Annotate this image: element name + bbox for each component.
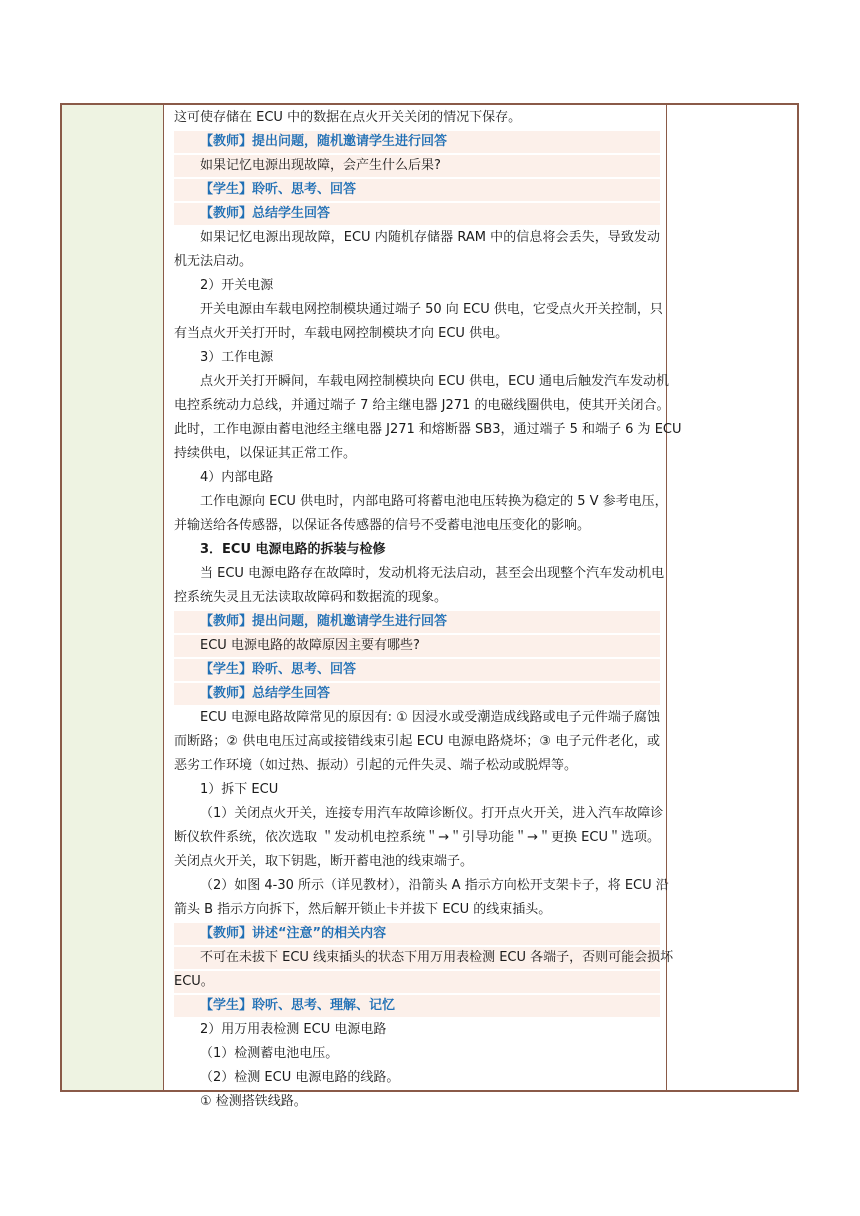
subheading: 2）开关电源 — [200, 278, 274, 293]
paragraph-line: ECU 电源电路故障常见的原因有: ① 因浸水或受潮造成线路或电子元件端子腐蚀 — [200, 710, 660, 725]
paragraph-line: 开关电源由车载电网控制模块通过端子 50 向 ECU 供电，它受点火开关控制，只 — [200, 302, 663, 317]
paragraph-line: 而断路；② 供电电压过高或接错线束引起 ECU 电源电路烧坏；③ 电子元件老化，或 — [174, 734, 660, 749]
paragraph-line: 关闭点火开关，取下钥匙，断开蓄电池的线束端子。 — [174, 854, 474, 869]
step-line: （2）检测 ECU 电源电路的线路。 — [200, 1070, 400, 1085]
paragraph-line: （1）关闭点火开关，连接专用汽车故障诊断仪。打开点火开关，进入汽车故障诊 — [200, 806, 664, 821]
note-line: ECU。 — [174, 971, 660, 993]
teacher-prompt: 【教师】提出问题，随机邀请学生进行回答 — [174, 611, 660, 633]
paragraph-line: 机无法启动。 — [174, 254, 253, 269]
paragraph-line: 有当点火开关打开时，车载电网控制模块才向 ECU 供电。 — [174, 326, 509, 341]
question-line: ECU 电源电路的故障原因主要有哪些? — [174, 635, 660, 657]
paragraph-line: 控系统失灵且无法读取故障码和数据流的现象。 — [174, 590, 448, 605]
step-line: （1）检测蓄电池电压。 — [200, 1046, 339, 1061]
lesson-table — [60, 103, 799, 1109]
paragraph-line: 工作电源向 ECU 供电时，内部电路可将蓄电池电压转换为稳定的 5 V 参考电压， — [200, 494, 668, 509]
paragraph-line: 持续供电，以保证其正常工作。 — [174, 446, 357, 461]
paragraph-line: 断仪软件系统，依次选取 ＂发动机电控系统＂→＂引导功能＂→＂更换 ECU＂选项。 — [174, 830, 660, 845]
paragraph-line: 恶劣工作环境（如过热、振动）引起的元件失灵、端子松动或脱焊等。 — [174, 758, 578, 773]
subheading: 2）用万用表检测 ECU 电源电路 — [200, 1022, 387, 1037]
paragraph-line: 如果记忆电源出现故障，ECU 内随机存储器 RAM 中的信息将会丢失，导致发动 — [200, 230, 660, 245]
note-line: 不可在未拔下 ECU 线束插头的状态下用万用表检测 ECU 各端子，否则可能会损坏 — [174, 947, 660, 969]
teacher-summary: 【教师】总结学生回答 — [174, 683, 660, 705]
question-line: 如果记忆电源出现故障，会产生什么后果? — [174, 155, 660, 177]
paragraph-line: 当 ECU 电源电路存在故障时，发动机将无法启动，甚至会出现整个汽车发动机电 — [200, 566, 665, 581]
left-column-cell — [62, 105, 164, 1090]
paragraph-line: 点火开关打开瞬间，车载电网控制模块向 ECU 供电，ECU 通电后触发汽车发动机 — [200, 374, 670, 389]
paragraph-line: 电控系统动力总线，并通过端子 7 给主继电器 J271 的电磁线圈供电，使其开关闭合。 — [174, 398, 670, 413]
paragraph-line: 此时，工作电源由蓄电池经主继电器 J271 和熔断器 SB3，通过端子 5 和端子 6 为 ECU — [174, 422, 682, 437]
student-prompt: 【学生】聆听、思考、理解、记忆 — [174, 995, 660, 1017]
paragraph-line: 并输送给各传感器，以保证各传感器的信号不受蓄电池电压变化的影响。 — [174, 518, 591, 533]
subheading: 1）拆下 ECU — [200, 782, 279, 797]
subheading: 4）内部电路 — [200, 470, 274, 485]
step-line: ① 检测搭铁线路。 — [200, 1094, 307, 1109]
section-heading: 3．ECU 电源电路的拆装与检修 — [200, 542, 386, 557]
teacher-prompt: 【教师】提出问题，随机邀请学生进行回答 — [174, 131, 660, 153]
student-prompt: 【学生】聆听、思考、回答 — [174, 179, 660, 201]
paragraph-line: 箭头 B 指示方向拆下，然后解开锁止卡并拔下 ECU 的线束插头。 — [174, 902, 552, 917]
teacher-note-prompt: 【教师】讲述“注意”的相关内容 — [174, 923, 660, 945]
student-prompt: 【学生】聆听、思考、回答 — [174, 659, 660, 681]
paragraph-line: （2）如图 4-30 所示（详见教材），沿箭头 A 指示方向松开支架卡子，将 ECU 沿 — [200, 878, 669, 893]
right-column-cell — [666, 105, 798, 1090]
paragraph-line: 这可使存储在 ECU 中的数据在点火开关关闭的情况下保存。 — [174, 110, 522, 125]
teacher-summary: 【教师】总结学生回答 — [174, 203, 660, 225]
subheading: 3）工作电源 — [200, 350, 274, 365]
